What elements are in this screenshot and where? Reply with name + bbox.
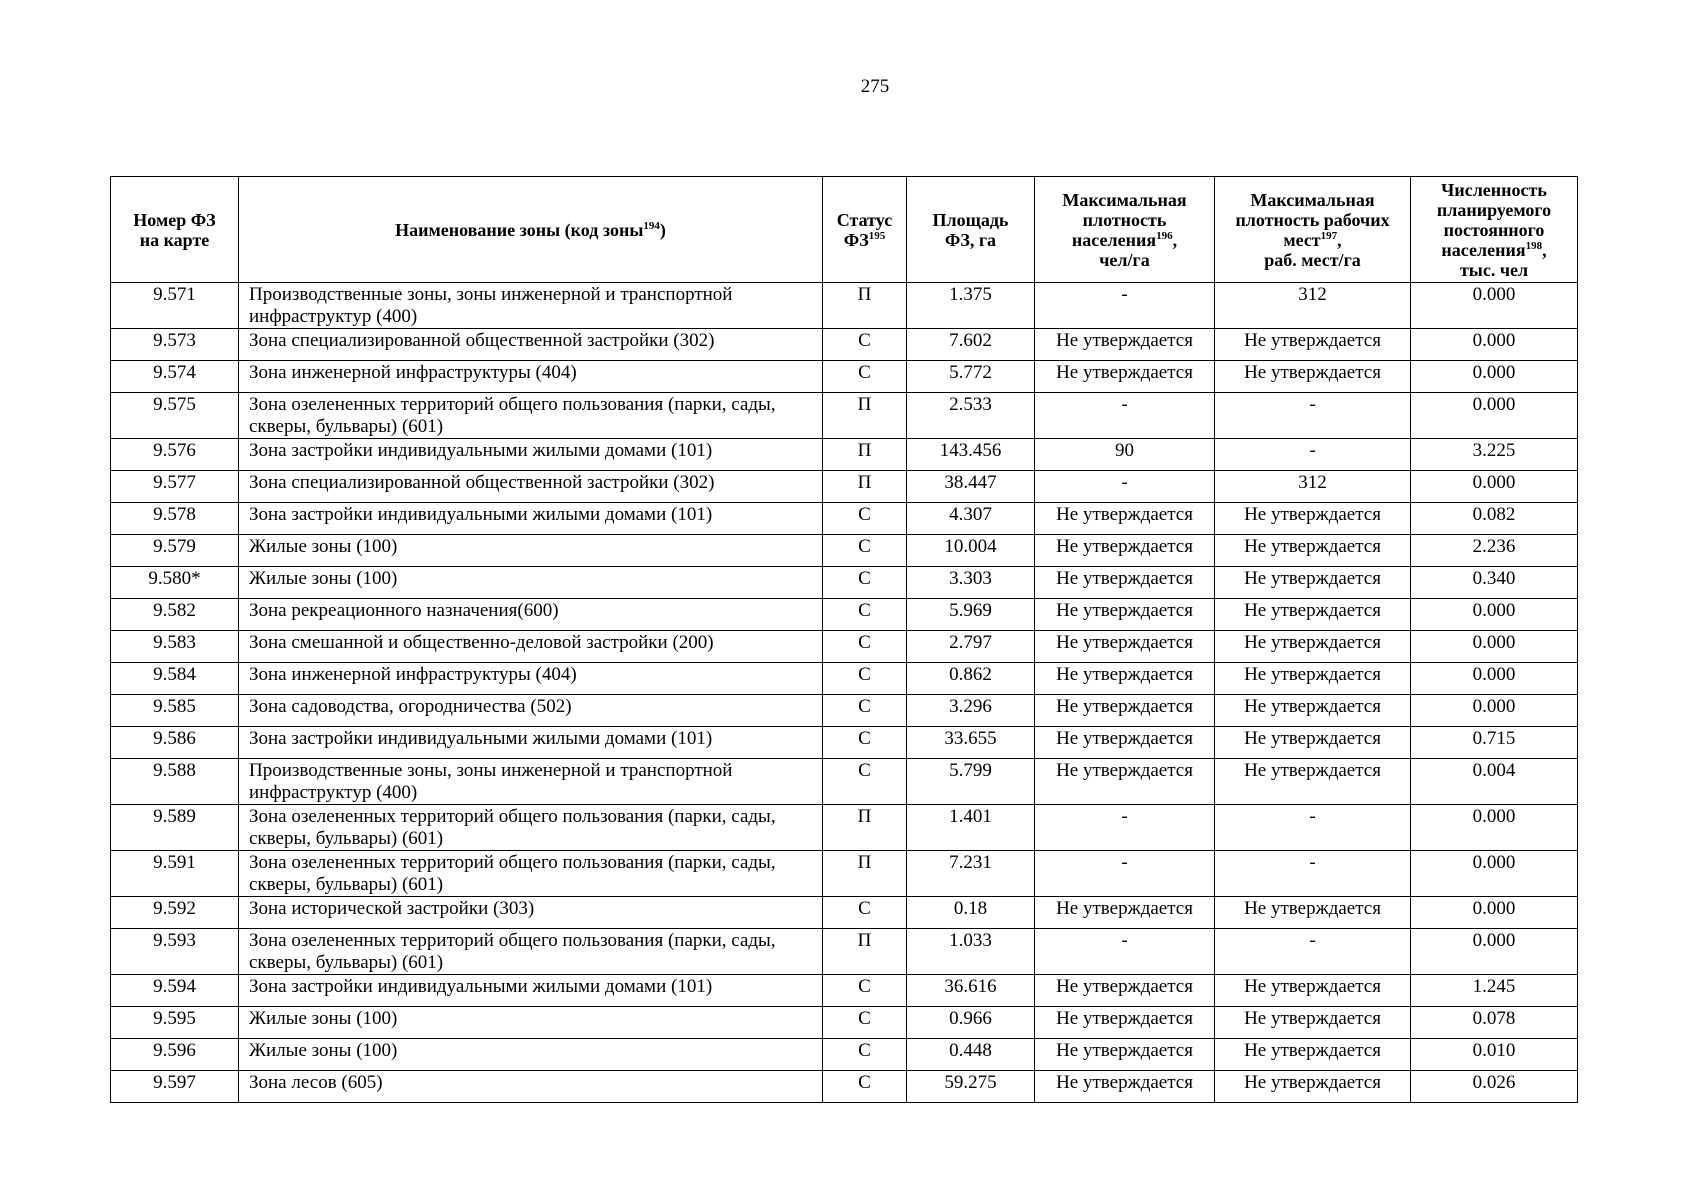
table-row <box>111 471 1578 503</box>
header-planned-population: Численность планируемого постоянного населения$^{198}$, тыс. чел <box>1411 177 1578 283</box>
cell-workplace-density: Не утверждается <box>1215 695 1411 727</box>
cell-population-density: Не утверждается <box>1035 663 1215 695</box>
cell-zone-name: Зона озелененных территорий общего пользования (парки, сады, скверы, бульвары) (601) <box>239 805 823 851</box>
cell-population-density: Не утверждается <box>1035 599 1215 631</box>
cell-planned-population: 0.000 <box>1411 283 1578 329</box>
cell-status: С <box>823 1071 907 1103</box>
cell-planned-population: 0.010 <box>1411 1039 1578 1071</box>
cell-zone-name: Жилые зоны (100) <box>239 1039 823 1071</box>
cell-planned-population: 0.082 <box>1411 503 1578 535</box>
table-row <box>111 805 1578 851</box>
cell-workplace-density: Не утверждается <box>1215 1039 1411 1071</box>
cell-zone-name: Зона озелененных территорий общего пользования (парки, сады, скверы, бульвары) (601) <box>239 851 823 897</box>
cell-population-density: - <box>1035 393 1215 439</box>
table-row <box>111 283 1578 329</box>
cell-workplace-density: 312 <box>1215 283 1411 329</box>
cell-map-number: 9.593 <box>111 929 239 975</box>
cell-population-density: Не утверждается <box>1035 503 1215 535</box>
cell-status: П <box>823 929 907 975</box>
cell-zone-name: Зона лесов (605) <box>239 1071 823 1103</box>
cell-planned-population: 0.000 <box>1411 631 1578 663</box>
cell-map-number: 9.578 <box>111 503 239 535</box>
table-row <box>111 535 1578 567</box>
cell-zone-name: Зона застройки индивидуальными жилыми домами (101) <box>239 503 823 535</box>
cell-population-density: Не утверждается <box>1035 567 1215 599</box>
header-zone-name: Наименование зоны (код зоны$^{194}$) <box>239 177 823 283</box>
cell-area: 5.799 <box>907 759 1035 805</box>
footnote-ref: 194 <box>643 219 660 232</box>
cell-zone-name: Жилые зоны (100) <box>239 1007 823 1039</box>
cell-map-number: 9.597 <box>111 1071 239 1103</box>
header-workplace-density: Максимальная плотность рабочих мест$^{197}$, раб. мест/га <box>1215 177 1411 283</box>
table-row <box>111 929 1578 975</box>
cell-map-number: 9.582 <box>111 599 239 631</box>
cell-map-number: 9.583 <box>111 631 239 663</box>
footnote-ref: 196 <box>1156 229 1173 242</box>
cell-workplace-density: Не утверждается <box>1215 1007 1411 1039</box>
cell-status: С <box>823 567 907 599</box>
cell-planned-population: 0.000 <box>1411 897 1578 929</box>
cell-map-number: 9.584 <box>111 663 239 695</box>
cell-population-density: Не утверждается <box>1035 1007 1215 1039</box>
cell-area: 2.533 <box>907 393 1035 439</box>
cell-workplace-density: - <box>1215 805 1411 851</box>
cell-area: 3.296 <box>907 695 1035 727</box>
table-row <box>111 1007 1578 1039</box>
cell-zone-name: Зона инженерной инфраструктуры (404) <box>239 663 823 695</box>
cell-zone-name: Зона специализированной общественной застройки (302) <box>239 329 823 361</box>
table-row <box>111 897 1578 929</box>
cell-status: С <box>823 759 907 805</box>
cell-planned-population: 3.225 <box>1411 439 1578 471</box>
cell-zone-name: Жилые зоны (100) <box>239 535 823 567</box>
cell-workplace-density: Не утверждается <box>1215 727 1411 759</box>
cell-map-number: 9.588 <box>111 759 239 805</box>
cell-planned-population: 1.245 <box>1411 975 1578 1007</box>
cell-zone-name: Зона исторической застройки (303) <box>239 897 823 929</box>
cell-zone-name: Зона инженерной инфраструктуры (404) <box>239 361 823 393</box>
table-row <box>111 1039 1578 1071</box>
cell-population-density: Не утверждается <box>1035 759 1215 805</box>
cell-population-density: - <box>1035 929 1215 975</box>
cell-workplace-density: - <box>1215 851 1411 897</box>
cell-map-number: 9.577 <box>111 471 239 503</box>
cell-population-density: Не утверждается <box>1035 631 1215 663</box>
cell-status: С <box>823 695 907 727</box>
cell-map-number: 9.575 <box>111 393 239 439</box>
cell-area: 1.375 <box>907 283 1035 329</box>
cell-area: 5.772 <box>907 361 1035 393</box>
cell-map-number: 9.591 <box>111 851 239 897</box>
cell-workplace-density: Не утверждается <box>1215 599 1411 631</box>
table-row <box>111 503 1578 535</box>
cell-zone-name: Производственные зоны, зоны инженерной и транспортной инфраструктур (400) <box>239 283 823 329</box>
cell-area: 1.033 <box>907 929 1035 975</box>
cell-workplace-density: Не утверждается <box>1215 759 1411 805</box>
table-row <box>111 851 1578 897</box>
table-row <box>111 727 1578 759</box>
table-body <box>111 283 1578 1103</box>
cell-workplace-density: - <box>1215 929 1411 975</box>
cell-status: С <box>823 361 907 393</box>
cell-status: П <box>823 851 907 897</box>
cell-workplace-density: Не утверждается <box>1215 535 1411 567</box>
cell-area: 38.447 <box>907 471 1035 503</box>
table-row <box>111 631 1578 663</box>
cell-status: С <box>823 727 907 759</box>
cell-map-number: 9.585 <box>111 695 239 727</box>
cell-zone-name: Зона застройки индивидуальными жилыми домами (101) <box>239 727 823 759</box>
cell-planned-population: 0.715 <box>1411 727 1578 759</box>
cell-planned-population: 0.004 <box>1411 759 1578 805</box>
cell-population-density: Не утверждается <box>1035 695 1215 727</box>
cell-population-density: Не утверждается <box>1035 975 1215 1007</box>
cell-population-density: 90 <box>1035 439 1215 471</box>
cell-area: 7.602 <box>907 329 1035 361</box>
cell-status: С <box>823 975 907 1007</box>
header-map-number: Номер ФЗ на карте <box>111 177 239 283</box>
cell-population-density: - <box>1035 283 1215 329</box>
cell-map-number: 9.573 <box>111 329 239 361</box>
cell-workplace-density: Не утверждается <box>1215 1071 1411 1103</box>
footnote-ref: 195 <box>868 229 886 242</box>
cell-area: 0.448 <box>907 1039 1035 1071</box>
cell-population-density: - <box>1035 805 1215 851</box>
cell-zone-name: Зона застройки индивидуальными жилыми домами (101) <box>239 975 823 1007</box>
cell-zone-name: Жилые зоны (100) <box>239 567 823 599</box>
footnote-ref: 198 <box>1525 239 1543 252</box>
table-row <box>111 361 1578 393</box>
table-row <box>111 975 1578 1007</box>
cell-workplace-density: Не утверждается <box>1215 361 1411 393</box>
cell-status: С <box>823 503 907 535</box>
cell-status: П <box>823 805 907 851</box>
zones-table <box>110 176 1578 1103</box>
table-header-row <box>111 177 1578 283</box>
cell-population-density: Не утверждается <box>1035 535 1215 567</box>
cell-map-number: 9.595 <box>111 1007 239 1039</box>
cell-workplace-density: Не утверждается <box>1215 567 1411 599</box>
cell-zone-name: Зона рекреационного назначения(600) <box>239 599 823 631</box>
cell-map-number: 9.580* <box>111 567 239 599</box>
cell-planned-population: 0.000 <box>1411 599 1578 631</box>
header-area: Площадь ФЗ, га <box>907 177 1035 283</box>
cell-workplace-density: - <box>1215 393 1411 439</box>
cell-population-density: Не утверждается <box>1035 1039 1215 1071</box>
cell-status: П <box>823 439 907 471</box>
cell-workplace-density: - <box>1215 439 1411 471</box>
cell-zone-name: Зона смешанной и общественно-деловой застройки (200) <box>239 631 823 663</box>
cell-planned-population: 0.000 <box>1411 695 1578 727</box>
cell-area: 143.456 <box>907 439 1035 471</box>
cell-planned-population: 0.000 <box>1411 663 1578 695</box>
cell-planned-population: 0.000 <box>1411 851 1578 897</box>
cell-status: С <box>823 897 907 929</box>
cell-workplace-density: Не утверждается <box>1215 503 1411 535</box>
cell-status: С <box>823 329 907 361</box>
cell-planned-population: 0.000 <box>1411 329 1578 361</box>
cell-status: П <box>823 283 907 329</box>
cell-area: 2.797 <box>907 631 1035 663</box>
cell-status: С <box>823 599 907 631</box>
table-row <box>111 663 1578 695</box>
cell-status: П <box>823 393 907 439</box>
cell-population-density: Не утверждается <box>1035 329 1215 361</box>
cell-area: 33.655 <box>907 727 1035 759</box>
cell-area: 36.616 <box>907 975 1035 1007</box>
cell-workplace-density: Не утверждается <box>1215 975 1411 1007</box>
cell-population-density: - <box>1035 471 1215 503</box>
cell-zone-name: Зона садоводства, огородничества (502) <box>239 695 823 727</box>
cell-workplace-density: Не утверждается <box>1215 329 1411 361</box>
cell-population-density: Не утверждается <box>1035 1071 1215 1103</box>
cell-area: 10.004 <box>907 535 1035 567</box>
cell-status: С <box>823 663 907 695</box>
table-row <box>111 393 1578 439</box>
cell-zone-name: Зона застройки индивидуальными жилыми домами (101) <box>239 439 823 471</box>
cell-map-number: 9.571 <box>111 283 239 329</box>
cell-area: 1.401 <box>907 805 1035 851</box>
cell-area: 5.969 <box>907 599 1035 631</box>
cell-population-density: Не утверждается <box>1035 727 1215 759</box>
cell-planned-population: 0.340 <box>1411 567 1578 599</box>
cell-map-number: 9.579 <box>111 535 239 567</box>
cell-area: 0.18 <box>907 897 1035 929</box>
table-row <box>111 599 1578 631</box>
header-population-density: Максимальная плотность населения$^{196}$, чел/га <box>1035 177 1215 283</box>
cell-planned-population: 0.000 <box>1411 393 1578 439</box>
cell-planned-population: 0.000 <box>1411 471 1578 503</box>
table-row <box>111 567 1578 599</box>
cell-area: 4.307 <box>907 503 1035 535</box>
cell-zone-name: Зона специализированной общественной застройки (302) <box>239 471 823 503</box>
cell-workplace-density: 312 <box>1215 471 1411 503</box>
cell-status: С <box>823 631 907 663</box>
cell-workplace-density: Не утверждается <box>1215 631 1411 663</box>
cell-area: 59.275 <box>907 1071 1035 1103</box>
header-status: Статус ФЗ$^{195}$ <box>823 177 907 283</box>
table-row <box>111 1071 1578 1103</box>
cell-area: 0.862 <box>907 663 1035 695</box>
cell-zone-name: Производственные зоны, зоны инженерной и транспортной инфраструктур (400) <box>239 759 823 805</box>
cell-map-number: 9.596 <box>111 1039 239 1071</box>
cell-planned-population: 0.026 <box>1411 1071 1578 1103</box>
cell-population-density: - <box>1035 851 1215 897</box>
footnote-ref: 197 <box>1320 229 1338 242</box>
table-row <box>111 439 1578 471</box>
cell-population-density: Не утверждается <box>1035 897 1215 929</box>
table-row <box>111 329 1578 361</box>
cell-map-number: 9.589 <box>111 805 239 851</box>
cell-planned-population: 0.078 <box>1411 1007 1578 1039</box>
cell-population-density: Не утверждается <box>1035 361 1215 393</box>
cell-status: С <box>823 1039 907 1071</box>
cell-planned-population: 0.000 <box>1411 805 1578 851</box>
cell-planned-population: 2.236 <box>1411 535 1578 567</box>
cell-status: С <box>823 1007 907 1039</box>
cell-map-number: 9.574 <box>111 361 239 393</box>
cell-map-number: 9.576 <box>111 439 239 471</box>
cell-area: 3.303 <box>907 567 1035 599</box>
page-number: 275 <box>860 76 890 97</box>
cell-status: П <box>823 471 907 503</box>
table-row <box>111 695 1578 727</box>
cell-zone-name: Зона озелененных территорий общего пользования (парки, сады, скверы, бульвары) (601) <box>239 929 823 975</box>
cell-map-number: 9.586 <box>111 727 239 759</box>
cell-status: С <box>823 535 907 567</box>
cell-workplace-density: Не утверждается <box>1215 897 1411 929</box>
cell-area: 7.231 <box>907 851 1035 897</box>
table-row <box>111 759 1578 805</box>
cell-area: 0.966 <box>907 1007 1035 1039</box>
cell-map-number: 9.592 <box>111 897 239 929</box>
cell-map-number: 9.594 <box>111 975 239 1007</box>
cell-planned-population: 0.000 <box>1411 361 1578 393</box>
cell-planned-population: 0.000 <box>1411 929 1578 975</box>
cell-zone-name: Зона озелененных территорий общего пользования (парки, сады, скверы, бульвары) (601) <box>239 393 823 439</box>
cell-workplace-density: Не утверждается <box>1215 663 1411 695</box>
